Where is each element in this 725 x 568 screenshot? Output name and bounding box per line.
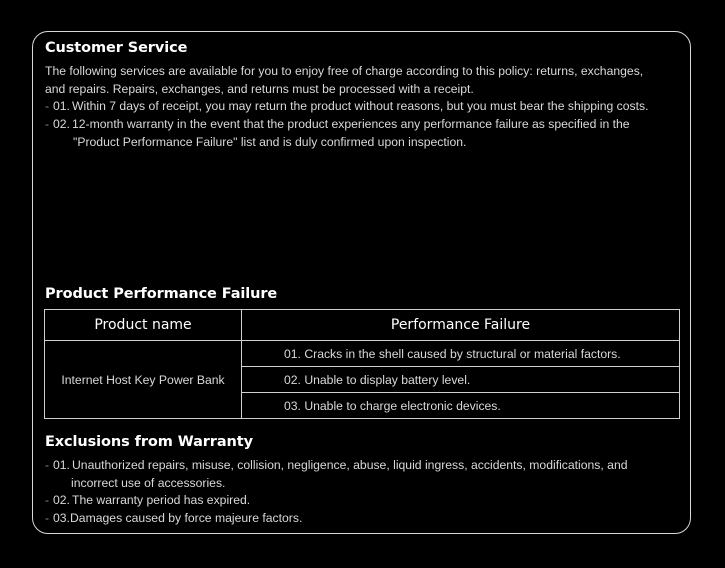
failure-cell: 03. Unable to charge electronic devices.: [242, 393, 680, 419]
list-marker: -: [45, 493, 50, 507]
intro-line-2: and repairs. Repairs, exchanges, and returns must be processed with a receipt.: [45, 82, 474, 96]
list-marker: -: [45, 511, 50, 525]
customer-service-heading: Customer Service: [45, 40, 188, 56]
item-text-continued: incorrect use of accessories.: [71, 476, 226, 490]
item-text: Damages caused by force majeure factors.: [70, 511, 303, 525]
performance-failure-table: [44, 309, 680, 419]
item-number: 01.: [53, 99, 70, 113]
table-row: [45, 341, 680, 367]
customer-service-intro: [45, 62, 685, 98]
intro-line-1: The following services are available for you to enjoy free of charge according to this policy: returns, exchanges,: [45, 64, 644, 78]
item-text: 12-month warranty in the event that the product experiences any performance failure as specified in the: [72, 117, 630, 131]
item-text-continued: "Product Performance Failure" list and is duly confirmed upon inspection.: [73, 135, 467, 149]
exclusions-heading: Exclusions from Warranty: [45, 434, 253, 450]
failure-cell: 01. Cracks in the shell caused by structural or material factors.: [242, 341, 680, 367]
item-text: Within 7 days of receipt, you may return the product without reasons, but you must bear the shipping costs.: [72, 99, 649, 113]
table-header-row: [45, 310, 680, 341]
list-marker: -: [45, 117, 50, 131]
item-number: 03.: [53, 511, 70, 525]
column-header-product: Product name: [45, 310, 242, 341]
item-number: 01.: [53, 458, 70, 472]
item-number: 02.: [53, 117, 70, 131]
column-header-failure: Performance Failure: [242, 310, 680, 341]
item-text: Unauthorized repairs, misuse, collision, negligence, abuse, liquid ingress, accidents, modifications, and: [72, 458, 628, 472]
product-name-cell: Internet Host Key Power Bank: [45, 341, 242, 419]
failure-cell: 02. Unable to display battery level.: [242, 367, 680, 393]
item-number: 02.: [53, 493, 70, 507]
list-marker: -: [45, 99, 50, 113]
performance-failure-heading: Product Performance Failure: [45, 286, 278, 302]
item-text: The warranty period has expired.: [72, 493, 251, 507]
list-marker: -: [45, 458, 50, 472]
